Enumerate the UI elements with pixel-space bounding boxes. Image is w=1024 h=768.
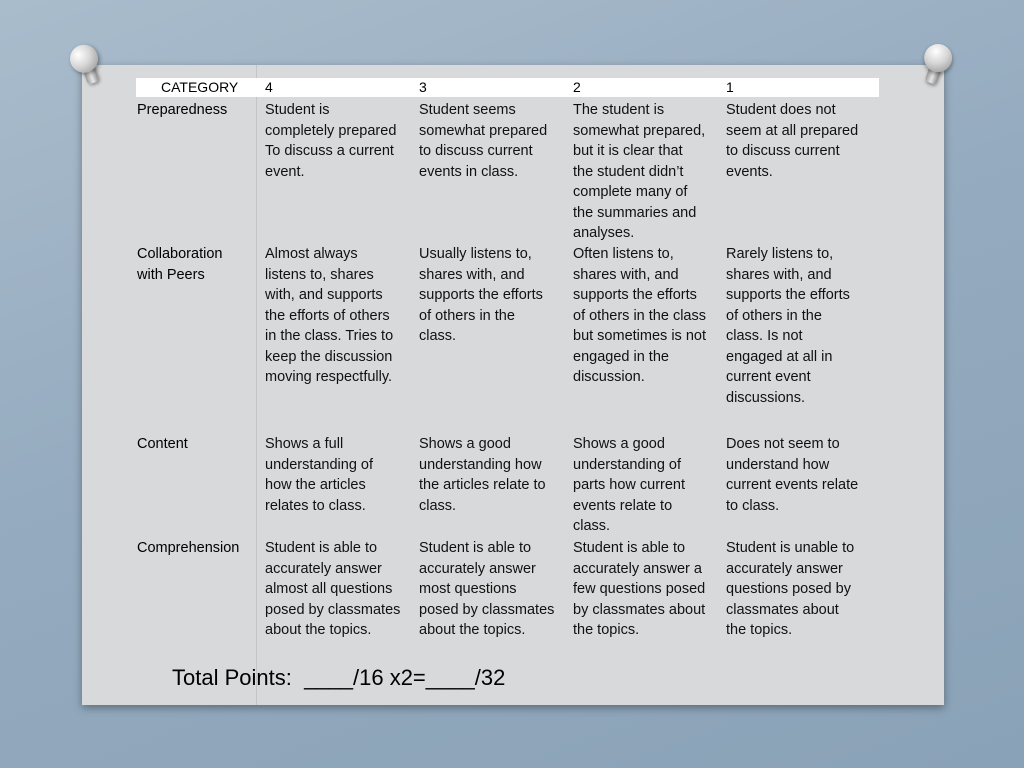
total-points: Total Points: ____/16 x2=____/32 bbox=[172, 665, 506, 690]
row-category: Content bbox=[137, 436, 188, 452]
rubric-cell: Student is able to accurately answer almost all questions posed by classmates about the topics. bbox=[265, 540, 401, 638]
rubric-cell: Almost always listens to, shares with, and supports the efforts of others in the class. Tries to keep the discussion moving respectfully. bbox=[265, 246, 394, 385]
row-category: Collaboration with Peers bbox=[137, 246, 223, 283]
header-score-2: 2 bbox=[573, 79, 581, 95]
rubric-cell: Student does not seem at all prepared to discuss current events. bbox=[726, 102, 859, 180]
rubric-cell: Often listens to, shares with, and supports the efforts of others in the class but sometimes is not engaged in the discussion. bbox=[573, 246, 706, 385]
rubric-cell: Shows a good understanding how the articles relate to class. bbox=[419, 436, 546, 514]
rubric-cell: The student is somewhat prepared, but it is clear that the student didn’t complete many of the summaries and analyses. bbox=[573, 102, 706, 241]
rubric-cell: Student is able to accurately answer a few questions posed by classmates about the topics. bbox=[573, 540, 706, 638]
rubric-cell: Usually listens to, shares with, and supports the efforts of others in the class. bbox=[419, 246, 543, 344]
rubric-cell: Shows a good understanding of parts how current events relate to class. bbox=[573, 436, 686, 534]
row-category: Preparedness bbox=[137, 102, 228, 118]
row-category: Comprehension bbox=[137, 540, 240, 556]
rubric-cell: Rarely listens to, shares with, and supports the efforts of others in the class. Is not engaged at all in current event discussions. bbox=[726, 246, 850, 406]
rubric-header-row bbox=[136, 78, 879, 97]
rubric-cell: Student is able to accurately answer most questions posed by classmates about the topics. bbox=[419, 540, 555, 638]
board-divider bbox=[256, 65, 257, 705]
rubric-cell: Student is unable to accurately answer questions posed by classmates about the topics. bbox=[726, 540, 855, 638]
header-category: CATEGORY bbox=[161, 79, 239, 95]
header-score-3: 3 bbox=[419, 79, 427, 95]
rubric-cell: Shows a full understanding of how the articles relates to class. bbox=[265, 436, 374, 514]
rubric-cell: Does not seem to understand how current events relate to class. bbox=[726, 436, 859, 514]
rubric-cell: Student is completely prepared To discuss a current event. bbox=[265, 102, 397, 180]
rubric-cell: Student seems somewhat prepared to discuss current events in class. bbox=[419, 102, 548, 180]
header-score-1: 1 bbox=[726, 79, 734, 95]
header-score-4: 4 bbox=[265, 79, 273, 95]
